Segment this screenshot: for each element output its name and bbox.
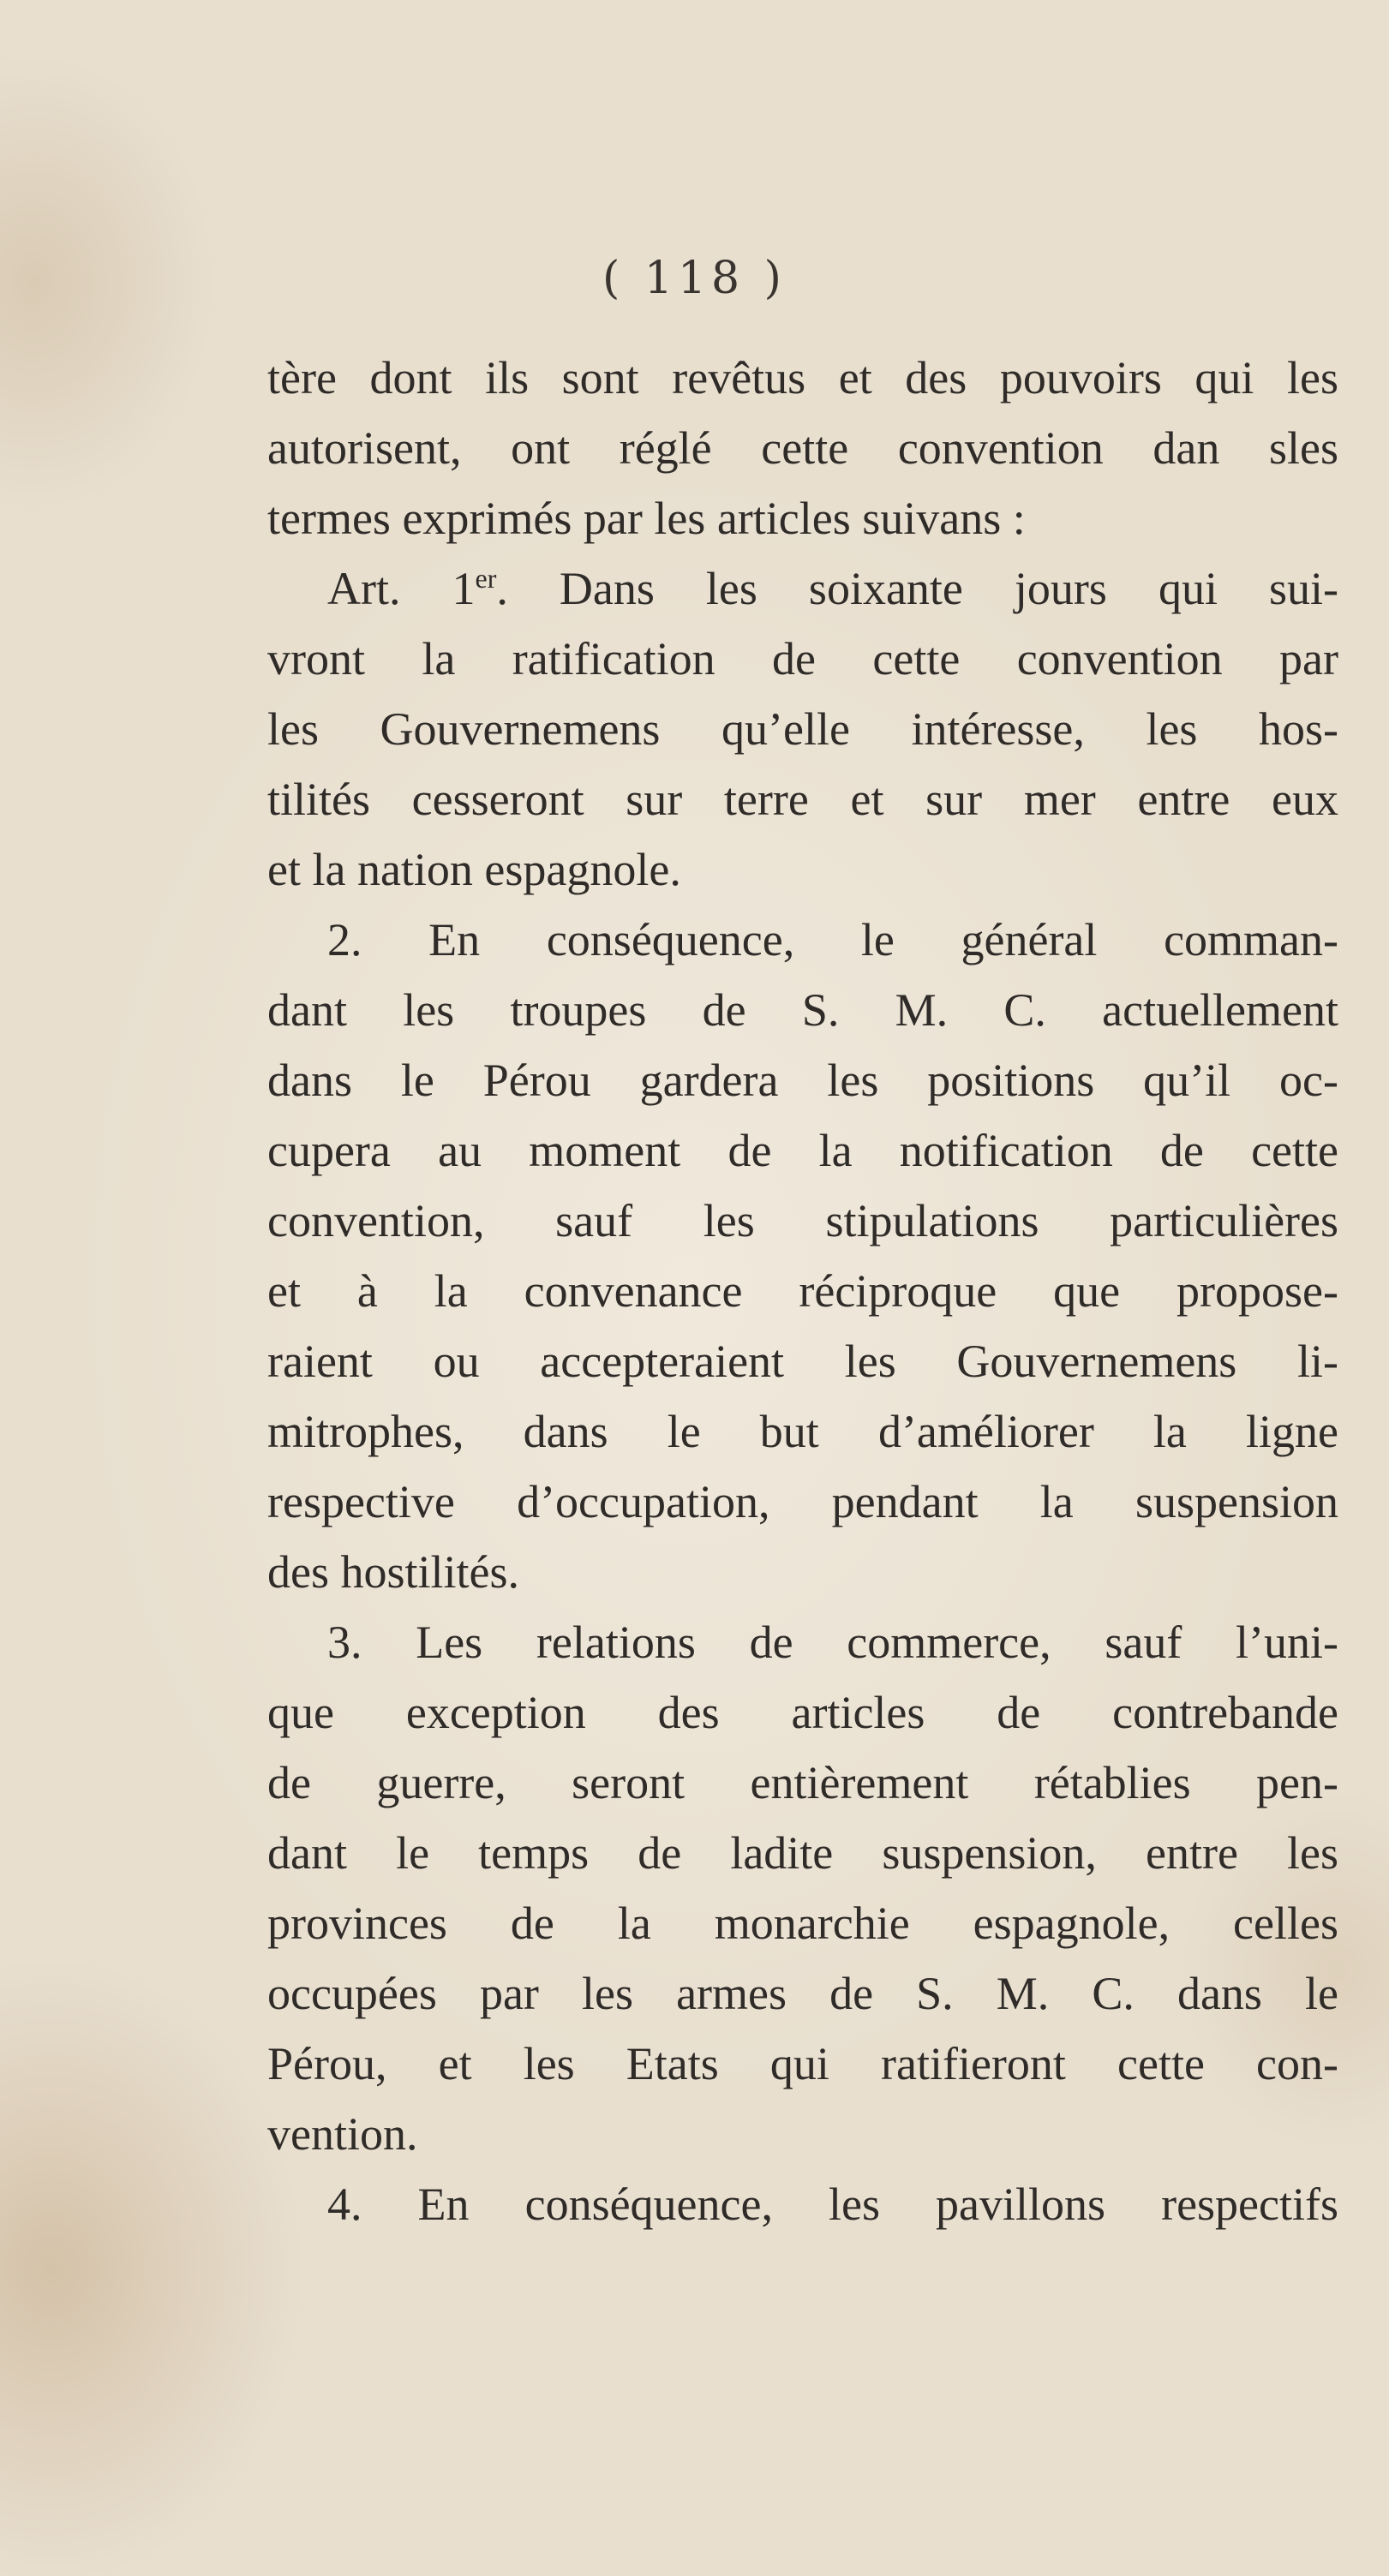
text-line: vront la ratification de cette convention par — [267, 633, 1338, 684]
text-line: dans le Pérou gardera les positions qu’il oc- — [267, 1055, 1338, 1106]
article-label: Art. 1 — [327, 563, 476, 614]
text-line: et la nation espagnole. — [267, 844, 681, 895]
text-line: dant les troupes de S. M. C. actuellement — [267, 984, 1338, 1036]
page-number: ( 118 ) — [602, 253, 787, 304]
text-line — [267, 553, 1338, 624]
text-line: convention, sauf les stipulations particulières — [267, 1195, 1338, 1246]
text-line: dant le temps de ladite suspension, entre les — [267, 1827, 1338, 1879]
text-line: raient ou accepteraient les Gouvernemens li- — [267, 1336, 1338, 1387]
text-line: provinces de la monarchie espagnole, celles — [267, 1898, 1338, 1949]
text-line: respective d’occupation, pendant la suspension — [267, 1476, 1338, 1527]
text-line: que exception des articles de contrebande — [267, 1687, 1338, 1738]
text-line: de guerre, seront entièrement rétablies pen- — [267, 1757, 1338, 1808]
text-line: des hostilités. — [267, 1546, 519, 1598]
line-text: . Dans les soixante jours qui sui- — [496, 563, 1338, 614]
text-line: autorisent, ont réglé cette convention dan sles — [267, 422, 1338, 474]
text-line: mitrophes, dans le but d’améliorer la ligne — [267, 1406, 1338, 1457]
text-line: tilités cesseront sur terre et sur mer entre eux — [267, 774, 1338, 825]
text-line: occupées par les armes de S. M. C. dans le — [267, 1968, 1338, 2019]
text-line: 4. En conséquence, les pavillons respectifs — [327, 2179, 1338, 2230]
text-line: vention. — [267, 2108, 418, 2160]
text-line: 2. En conséquence, le général comman- — [327, 914, 1338, 965]
text-line: termes exprimés par les articles suivans : — [267, 493, 1026, 544]
article-ordinal: er — [475, 563, 497, 594]
text-line: tère dont ils sont revêtus et des pouvoirs qui les — [267, 352, 1338, 403]
body-text — [267, 343, 1338, 2239]
text-line: 3. Les relations de commerce, sauf l’uni- — [327, 1617, 1338, 1668]
text-line: Pérou, et les Etats qui ratifieront cette con- — [267, 2038, 1338, 2089]
text-line: cupera au moment de la notification de cette — [267, 1125, 1338, 1176]
text-line: les Gouvernemens qu’elle intéresse, les hos- — [267, 703, 1338, 755]
text-line: et à la convenance réciproque que propose- — [267, 1265, 1338, 1317]
